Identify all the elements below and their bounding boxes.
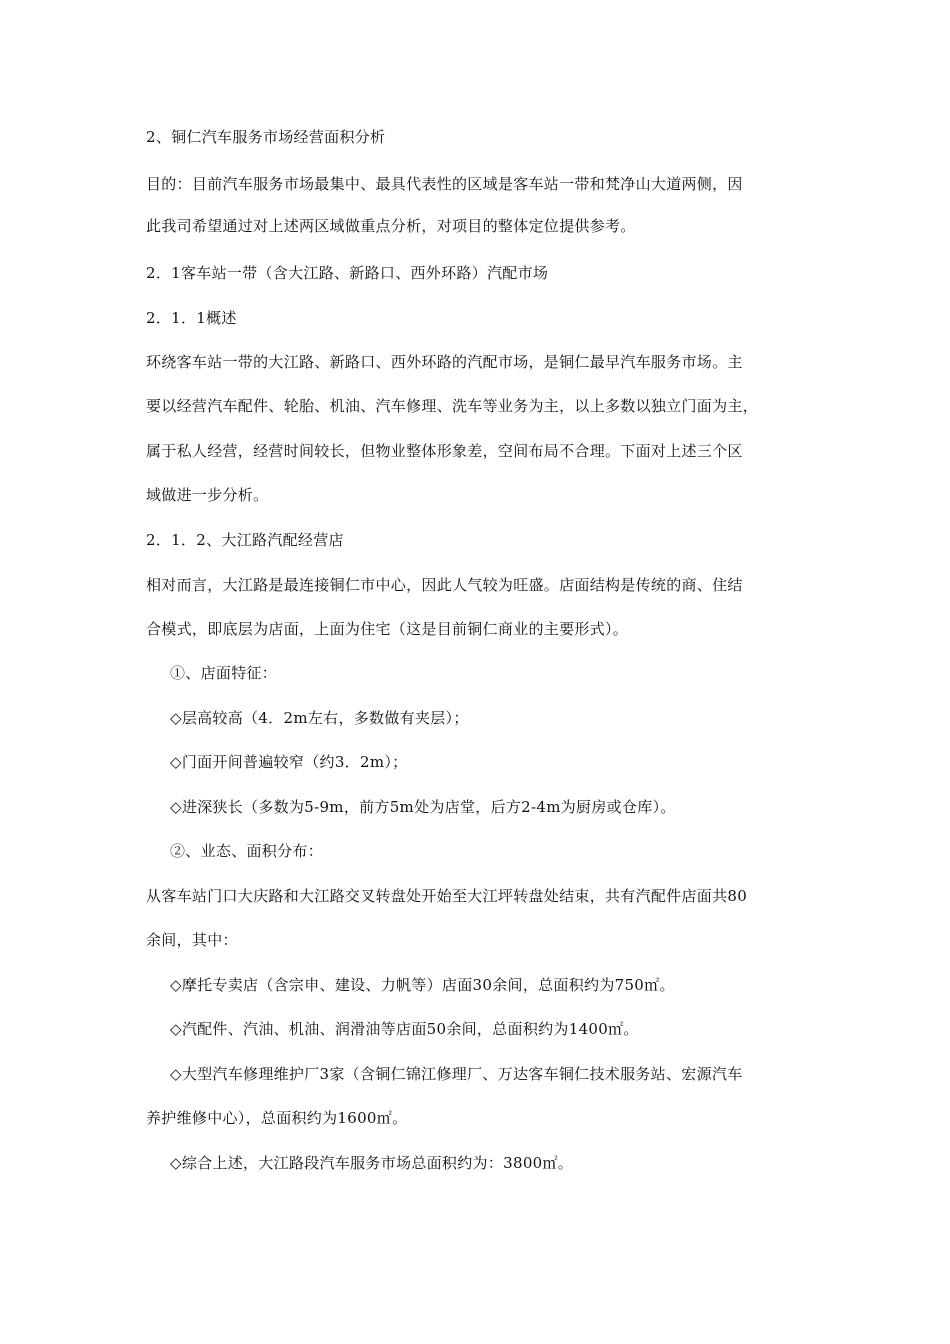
- subsection-heading: 2．1客车站一带（含大江路、新路口、西外环路）汽配市场: [146, 264, 549, 282]
- subsection-heading: 2．1．1概述: [146, 309, 237, 327]
- summary-item: ◇综合上述，大江路段汽车服务市场总面积约为：3800㎡。: [170, 1154, 574, 1172]
- distribution-item-continued: 养护维修中心），总面积约为1600㎡。: [146, 1109, 408, 1127]
- distribution-item: ◇汽配件、汽油、机油、润滑油等店面50余间，总面积约为1400㎡。: [170, 1020, 639, 1038]
- dajiang-paragraph-line: 合模式，即底层为店面，上面为住宅（这是目前铜仁商业的主要形式）。: [146, 620, 629, 638]
- feature-item: ◇门面开间普遍较窄（约3．2m）；: [170, 753, 408, 771]
- distribution-item: ◇大型汽车修理维护厂3家（含铜仁锦江修理厂、万达客车铜仁技术服务站、宏源汽车: [170, 1065, 743, 1083]
- purpose-paragraph-line: 此我司希望通过对上述两区域做重点分析，对项目的整体定位提供参考。: [146, 217, 636, 235]
- overview-paragraph-line: 要以经营汽车配件、轮胎、机油、汽车修理、洗车等业务为主，以上多数以独立门面为主，: [146, 397, 759, 415]
- subsection-heading: 2．1．2、大江路汽配经营店: [146, 531, 344, 549]
- overview-paragraph-line: 环绕客车站一带的大江路、新路口、西外环路的汽配市场，是铜仁最早汽车服务市场。主: [146, 353, 743, 371]
- storefront-features-heading: ①、店面特征：: [170, 664, 278, 682]
- overview-paragraph-line: 属于私人经营，经营时间较长，但物业整体形象差，空间布局不合理。下面对上述三个区: [146, 442, 743, 460]
- feature-item: ◇层高较高（4．2m左右，多数做有夹层）；: [170, 709, 469, 727]
- dajiang-paragraph-line: 相对而言，大江路是最连接铜仁市中心，因此人气较为旺盛。店面结构是传统的商、住结: [146, 576, 743, 594]
- section-heading: 2、铜仁汽车服务市场经营面积分析: [146, 128, 386, 146]
- purpose-paragraph-line: 目的：目前汽车服务市场最集中、最具代表性的区域是客车站一带和梵净山大道两侧，因: [146, 175, 743, 193]
- feature-item: ◇进深狭长（多数为5-9m，前方5m处为店堂，后方2-4m为厨房或仓库）。: [170, 798, 676, 816]
- overview-paragraph-line: 域做进一步分析。: [146, 486, 269, 504]
- distribution-paragraph-line: 从客车站门口大庆路和大江路交叉转盘处开始至大江坪转盘处结束，共有汽配件店面共80: [146, 887, 748, 905]
- business-area-heading: ②、业态、面积分布：: [170, 842, 324, 860]
- distribution-paragraph-line: 余间，其中：: [146, 931, 238, 949]
- distribution-item: ◇摩托专卖店（含宗申、建设、力帆等）店面30余间，总面积约为750㎡。: [170, 976, 675, 994]
